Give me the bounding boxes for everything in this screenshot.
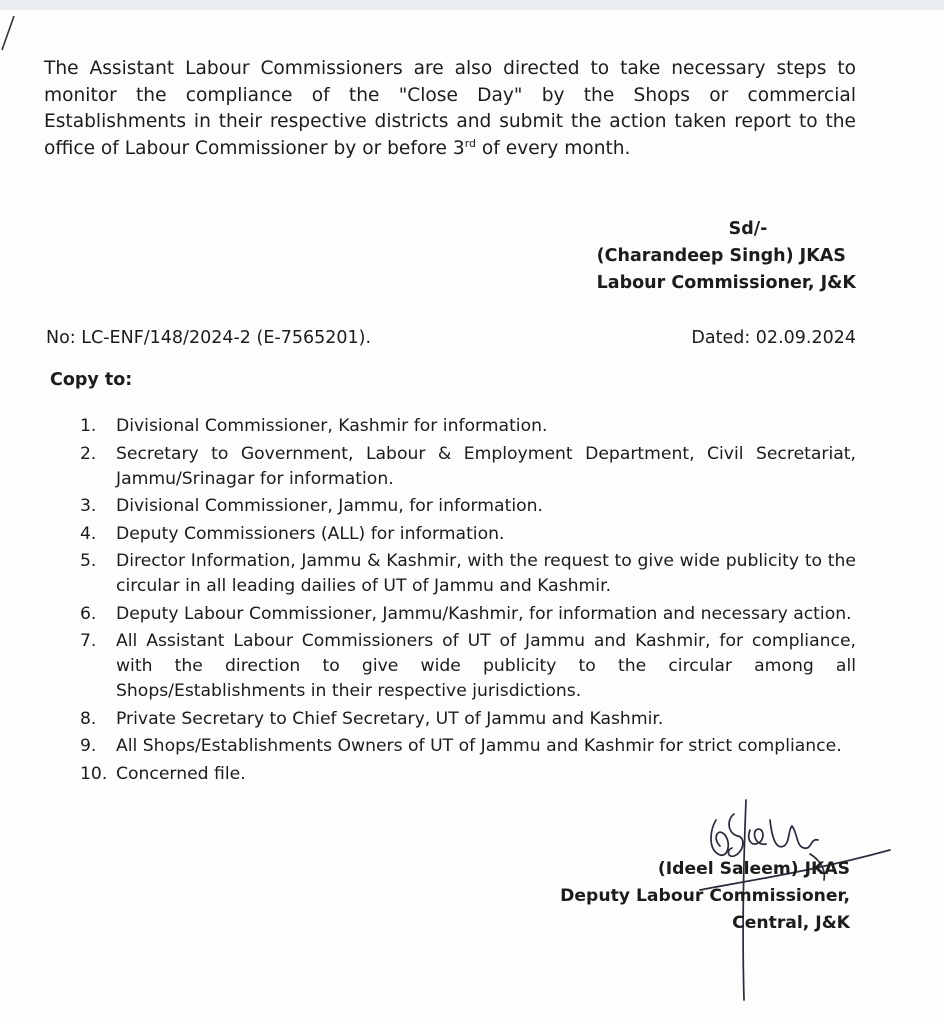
list-item-number: 2. <box>80 443 97 464</box>
list-item-number: 1. <box>80 416 97 436</box>
list-item-text: Deputy Labour Commissioner, Jammu/Kashmir, for information and necessary action. <box>116 603 852 624</box>
list-item-text: Concerned file. <box>116 763 246 784</box>
list-item-number: 4. <box>80 523 97 544</box>
list-item-number: 8. <box>80 708 97 729</box>
list-item-number: 10. <box>80 763 108 784</box>
list-item-text: Director Information, Jammu & Kashmir, with the request to give wide publicity to the circular in all leading dailies of UT of Jammu and Kashmir. <box>116 551 856 596</box>
body-paragraph-tail: of every month. <box>476 137 631 159</box>
list-item-text: All Shops/Establishments Owners of UT of Jammu and Kashmir for strict compliance. <box>116 736 842 756</box>
list-item-number: 5. <box>80 551 97 571</box>
list-item <box>80 494 856 519</box>
list-item-text: Divisional Commissioner, Jammu, for information. <box>116 496 543 516</box>
reference-line <box>46 328 856 348</box>
list-item <box>80 762 856 787</box>
list-item-number: 9. <box>80 736 97 756</box>
list-item-number: 7. <box>80 631 97 651</box>
list-item-text: Divisional Commissioner, Kashmir for information. <box>116 416 548 436</box>
list-item <box>80 707 856 732</box>
list-item-text: All Assistant Labour Commissioners of UT of Jammu and Kashmir, for compliance, with the direction to give wide publicity to the circular among all Shops/Establishments in their respective jurisdictions. <box>116 631 856 701</box>
list-item-text: Deputy Commissioners (ALL) for information. <box>116 523 505 544</box>
ordinal-superscript: rd <box>464 136 477 150</box>
top-edge-band <box>0 0 944 10</box>
signatory-block-deputy-labour-commissioner <box>560 856 850 937</box>
list-item-text: Private Secretary to Chief Secretary, UT of Jammu and Kashmir. <box>116 708 664 729</box>
signatory-2-designation-line1: Deputy Labour Commissioner, <box>560 886 850 906</box>
signatory-name: (Charandeep Singh) JKAS <box>596 246 846 266</box>
body-paragraph <box>44 56 856 162</box>
list-item <box>80 734 856 759</box>
list-item <box>80 602 856 627</box>
copy-to-list <box>80 414 856 789</box>
signatory-2-designation-line2: Central, J&K <box>732 913 850 933</box>
reference-date: Dated: 02.09.2024 <box>691 328 856 348</box>
list-item <box>80 629 856 704</box>
list-item <box>80 414 856 439</box>
sd-mark: Sd/- <box>728 219 768 239</box>
list-item <box>80 522 856 547</box>
list-item <box>80 549 856 599</box>
list-item <box>80 442 856 492</box>
list-item-number: 3. <box>80 496 97 516</box>
list-item-number: 6. <box>80 603 97 624</box>
copy-to-heading: Copy to: <box>50 370 133 390</box>
body-paragraph-text: The Assistant Labour Commissioners are also directed to take necessary steps to monitor the compliance of the "Close Day" by the Shops or commercial Establishments in their respective districts and submit the action taken report to the office of Labour Commissioner by or before 3 <box>44 58 856 159</box>
signatory-2-name: (Ideel Saleem) JKAS <box>657 859 850 879</box>
reference-number: No: LC-ENF/148/2024-2 (E-7565201). <box>46 328 372 348</box>
corner-stroke-mark <box>0 12 60 52</box>
signatory-block-labour-commissioner <box>597 216 856 297</box>
list-item-text: Secretary to Government, Labour & Employment Department, Civil Secretariat, Jammu/Srinagar for information. <box>116 443 856 489</box>
signatory-designation: Labour Commissioner, J&K <box>596 273 856 293</box>
